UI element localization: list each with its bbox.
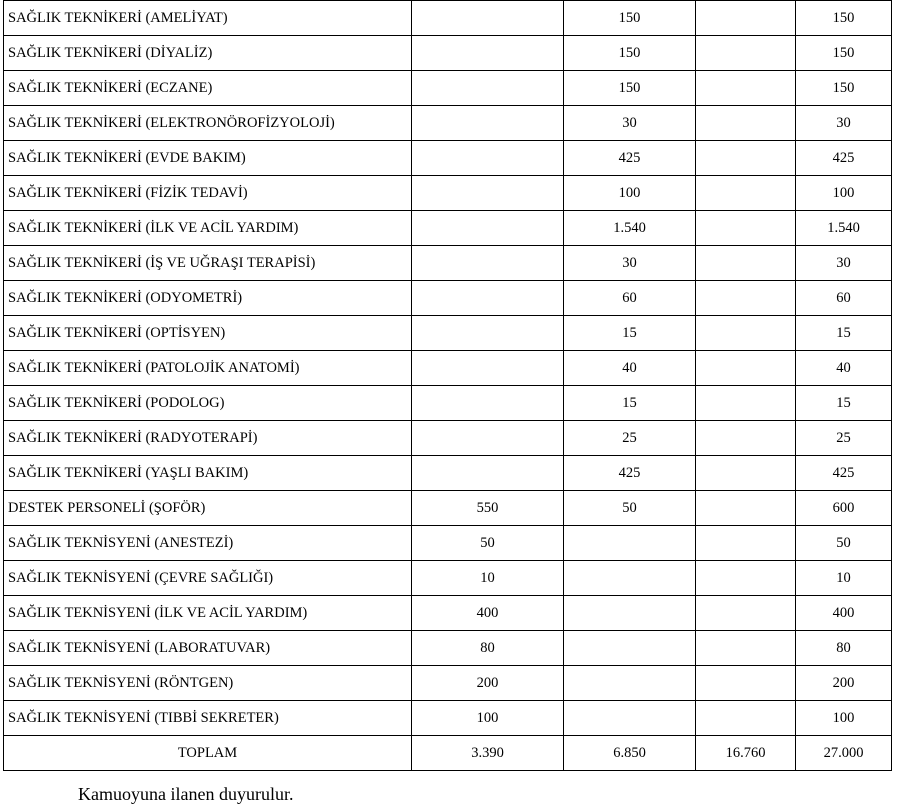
table-row xyxy=(4,246,892,281)
row-label: SAĞLIK TEKNİSYENİ (RÖNTGEN) xyxy=(4,666,412,701)
row-col2-value xyxy=(564,526,696,561)
row-col1-value: 100 xyxy=(412,701,564,736)
table-row xyxy=(4,421,892,456)
row-col2-value xyxy=(564,561,696,596)
row-col4-value: 25 xyxy=(796,421,892,456)
row-col3-value xyxy=(696,526,796,561)
total-col3-value: 16.760 xyxy=(696,736,796,771)
total-col2-value: 6.850 xyxy=(564,736,696,771)
row-col1-value xyxy=(412,141,564,176)
row-col4-value: 50 xyxy=(796,526,892,561)
table-row xyxy=(4,701,892,736)
row-label: SAĞLIK TEKNİKERİ (EVDE BAKIM) xyxy=(4,141,412,176)
row-col1-value xyxy=(412,176,564,211)
table-row xyxy=(4,351,892,386)
row-col1-value: 10 xyxy=(412,561,564,596)
row-col3-value xyxy=(696,631,796,666)
row-col3-value xyxy=(696,491,796,526)
row-col3-value xyxy=(696,1,796,36)
row-col4-value: 425 xyxy=(796,141,892,176)
row-col4-value: 100 xyxy=(796,701,892,736)
total-row xyxy=(4,736,892,771)
row-col4-value: 100 xyxy=(796,176,892,211)
row-col3-value xyxy=(696,106,796,141)
row-col3-value xyxy=(696,141,796,176)
row-col1-value xyxy=(412,36,564,71)
row-col3-value xyxy=(696,71,796,106)
row-col2-value: 30 xyxy=(564,246,696,281)
row-label: SAĞLIK TEKNİSYENİ (İLK VE ACİL YARDIM) xyxy=(4,596,412,631)
personnel-distribution-table xyxy=(3,0,892,771)
row-col3-value xyxy=(696,36,796,71)
table-row xyxy=(4,36,892,71)
row-col4-value: 60 xyxy=(796,281,892,316)
table-row xyxy=(4,631,892,666)
row-col4-value: 150 xyxy=(796,71,892,106)
row-col1-value xyxy=(412,421,564,456)
table-row xyxy=(4,106,892,141)
row-label: SAĞLIK TEKNİKERİ (PODOLOG) xyxy=(4,386,412,421)
row-col4-value: 150 xyxy=(796,36,892,71)
row-col1-value xyxy=(412,1,564,36)
row-col4-value: 40 xyxy=(796,351,892,386)
row-col2-value: 25 xyxy=(564,421,696,456)
row-col2-value: 1.540 xyxy=(564,211,696,246)
row-col3-value xyxy=(696,666,796,701)
table-row xyxy=(4,526,892,561)
row-col1-value: 400 xyxy=(412,596,564,631)
row-col2-value xyxy=(564,631,696,666)
row-col2-value: 150 xyxy=(564,36,696,71)
row-col4-value: 1.540 xyxy=(796,211,892,246)
row-col1-value xyxy=(412,386,564,421)
total-label: TOPLAM xyxy=(4,736,412,771)
row-col4-value: 30 xyxy=(796,246,892,281)
total-col4-value: 27.000 xyxy=(796,736,892,771)
table-row xyxy=(4,596,892,631)
row-col2-value: 425 xyxy=(564,141,696,176)
table-row xyxy=(4,141,892,176)
table-row xyxy=(4,456,892,491)
row-label: DESTEK PERSONELİ (ŞOFÖR) xyxy=(4,491,412,526)
row-label: SAĞLIK TEKNİKERİ (OPTİSYEN) xyxy=(4,316,412,351)
row-col1-value xyxy=(412,351,564,386)
table-row xyxy=(4,666,892,701)
row-col2-value: 50 xyxy=(564,491,696,526)
row-col2-value: 100 xyxy=(564,176,696,211)
row-col2-value xyxy=(564,701,696,736)
closing-announcement: Kamuoyuna ilanen duyurulur. xyxy=(78,784,294,804)
row-label: SAĞLIK TEKNİKERİ (AMELİYAT) xyxy=(4,1,412,36)
row-col2-value: 30 xyxy=(564,106,696,141)
table-row xyxy=(4,71,892,106)
row-col2-value: 150 xyxy=(564,1,696,36)
row-col3-value xyxy=(696,701,796,736)
row-col2-value: 425 xyxy=(564,456,696,491)
row-col1-value: 50 xyxy=(412,526,564,561)
table-row xyxy=(4,386,892,421)
row-label: SAĞLIK TEKNİKERİ (ECZANE) xyxy=(4,71,412,106)
row-label: SAĞLIK TEKNİKERİ (YAŞLI BAKIM) xyxy=(4,456,412,491)
row-label: SAĞLIK TEKNİKERİ (RADYOTERAPİ) xyxy=(4,421,412,456)
table-body xyxy=(4,1,892,771)
row-col3-value xyxy=(696,211,796,246)
row-col2-value: 150 xyxy=(564,71,696,106)
row-col3-value xyxy=(696,176,796,211)
row-col1-value xyxy=(412,316,564,351)
row-col1-value xyxy=(412,106,564,141)
table-row xyxy=(4,211,892,246)
row-col3-value xyxy=(696,246,796,281)
row-col4-value: 150 xyxy=(796,1,892,36)
row-col1-value: 80 xyxy=(412,631,564,666)
row-label: SAĞLIK TEKNİSYENİ (TIBBİ SEKRETER) xyxy=(4,701,412,736)
row-col2-value xyxy=(564,596,696,631)
row-label: SAĞLIK TEKNİKERİ (ELEKTRONÖROFİZYOLOJİ) xyxy=(4,106,412,141)
total-col1-value: 3.390 xyxy=(412,736,564,771)
row-col3-value xyxy=(696,316,796,351)
row-col4-value: 400 xyxy=(796,596,892,631)
row-col3-value xyxy=(696,456,796,491)
table-row xyxy=(4,491,892,526)
row-col1-value xyxy=(412,281,564,316)
row-col1-value xyxy=(412,246,564,281)
row-col4-value: 30 xyxy=(796,106,892,141)
row-col2-value xyxy=(564,666,696,701)
row-col3-value xyxy=(696,596,796,631)
row-col4-value: 15 xyxy=(796,386,892,421)
row-col2-value: 15 xyxy=(564,316,696,351)
row-col4-value: 10 xyxy=(796,561,892,596)
row-label: SAĞLIK TEKNİKERİ (PATOLOJİK ANATOMİ) xyxy=(4,351,412,386)
row-col4-value: 200 xyxy=(796,666,892,701)
row-col2-value: 40 xyxy=(564,351,696,386)
row-label: SAĞLIK TEKNİSYENİ (LABORATUVAR) xyxy=(4,631,412,666)
row-col1-value xyxy=(412,456,564,491)
row-col3-value xyxy=(696,386,796,421)
row-col2-value: 15 xyxy=(564,386,696,421)
row-col1-value xyxy=(412,71,564,106)
row-label: SAĞLIK TEKNİKERİ (ODYOMETRİ) xyxy=(4,281,412,316)
table-row xyxy=(4,561,892,596)
row-col1-value xyxy=(412,211,564,246)
table-row xyxy=(4,281,892,316)
row-col4-value: 600 xyxy=(796,491,892,526)
row-label: SAĞLIK TEKNİKERİ (İŞ VE UĞRAŞI TERAPİSİ) xyxy=(4,246,412,281)
row-col4-value: 15 xyxy=(796,316,892,351)
table-row xyxy=(4,316,892,351)
row-col3-value xyxy=(696,561,796,596)
row-label: SAĞLIK TEKNİSYENİ (ÇEVRE SAĞLIĞI) xyxy=(4,561,412,596)
row-label: SAĞLIK TEKNİKERİ (FİZİK TEDAVİ) xyxy=(4,176,412,211)
row-col1-value: 200 xyxy=(412,666,564,701)
row-label: SAĞLIK TEKNİKERİ (DİYALİZ) xyxy=(4,36,412,71)
row-col4-value: 425 xyxy=(796,456,892,491)
row-col3-value xyxy=(696,281,796,316)
row-col3-value xyxy=(696,421,796,456)
row-col3-value xyxy=(696,351,796,386)
table-row xyxy=(4,1,892,36)
row-col4-value: 80 xyxy=(796,631,892,666)
row-col1-value: 550 xyxy=(412,491,564,526)
table-row xyxy=(4,176,892,211)
row-label: SAĞLIK TEKNİSYENİ (ANESTEZİ) xyxy=(4,526,412,561)
row-col2-value: 60 xyxy=(564,281,696,316)
row-label: SAĞLIK TEKNİKERİ (İLK VE ACİL YARDIM) xyxy=(4,211,412,246)
